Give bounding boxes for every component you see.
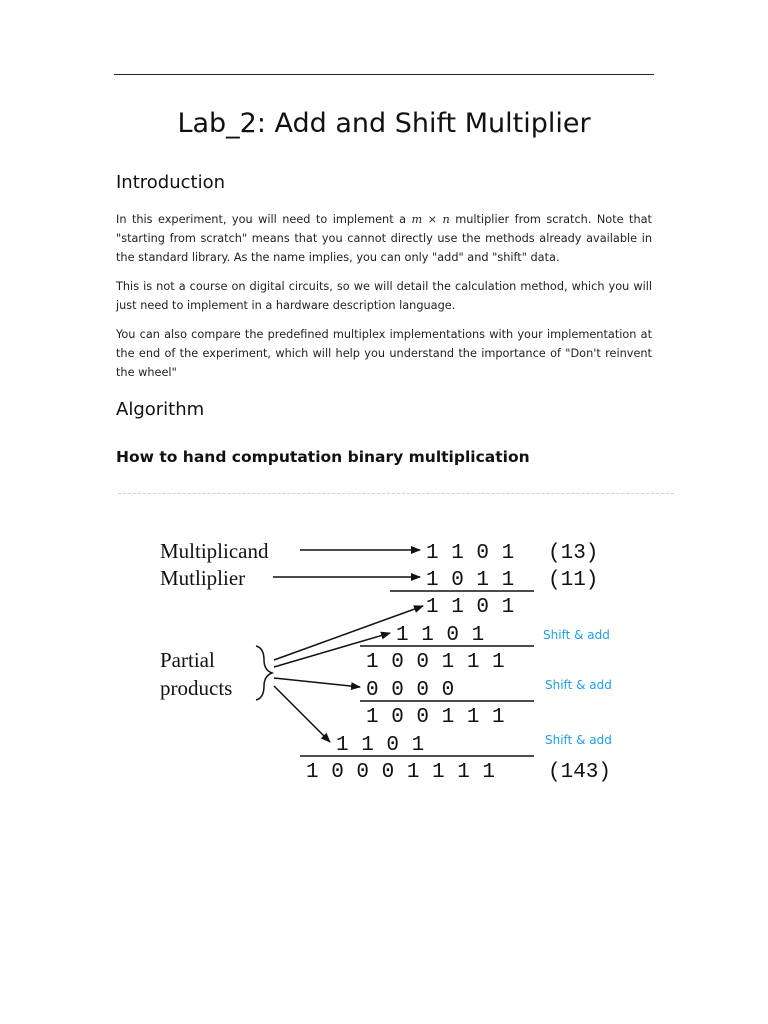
intro-p1-end: multiplier from scratch. Note that "starting from scratch" means that you cannot directly use the methods already available in the standard library. As the name implies, you can only "add" and "shift" data. xyxy=(116,213,652,264)
row-result: 1 0 0 0 1 1 1 1 xyxy=(306,761,496,784)
row-pp2: 1 1 0 1 xyxy=(396,624,485,647)
value-multiplicand: (13) xyxy=(548,542,599,565)
top-divider xyxy=(114,74,654,75)
figure-divider xyxy=(118,493,674,494)
row-multiplier: 1 0 1 1 xyxy=(426,569,515,592)
label-multiplier: Mutliplier xyxy=(160,566,246,590)
label-partial: Partial xyxy=(160,648,215,672)
value-multiplier: (11) xyxy=(548,569,599,592)
row-sum2: 1 0 0 1 1 1 xyxy=(366,706,505,729)
row-multiplicand: 1 1 0 1 xyxy=(426,542,515,565)
note-shift-add-2: Shift & add xyxy=(545,678,612,692)
algorithm-subheading: How to hand computation binary multiplication xyxy=(116,448,530,466)
label-multiplicand: Multiplicand xyxy=(160,539,269,563)
introduction-heading: Introduction xyxy=(116,172,226,193)
row-pp4: 1 1 0 1 xyxy=(336,734,425,757)
binary-multiplication-figure xyxy=(140,520,640,790)
intro-paragraph-2: This is not a course on digital circuits, so we will detail the calculation method, which you will just need to implement in a hardware description language. xyxy=(116,280,652,312)
arrow-pp3 xyxy=(274,678,360,687)
label-products: products xyxy=(160,676,233,700)
row-pp3: 0 0 0 0 xyxy=(366,679,455,702)
partial-products-brace xyxy=(256,646,272,700)
intro-paragraph-3: You can also compare the predefined multiplex implementations with your implementation at the end of the experiment, which will help you understand the importance of "Don't reinvent the wheel" xyxy=(116,328,652,379)
note-shift-add-3: Shift & add xyxy=(545,733,612,747)
math-m-times-n: m × n xyxy=(411,213,450,226)
intro-paragraph-1 xyxy=(116,210,652,267)
page-title: Lab_2: Add and Shift Multiplier xyxy=(177,108,591,139)
value-result: (143) xyxy=(548,761,612,784)
arrow-pp4 xyxy=(274,686,330,742)
row-sum1: 1 0 0 1 1 1 xyxy=(366,651,505,674)
row-pp1: 1 1 0 1 xyxy=(426,596,515,619)
intro-p1-start: In this experiment, you will need to implement a xyxy=(116,213,412,226)
algorithm-heading: Algorithm xyxy=(116,399,205,420)
note-shift-add-1: Shift & add xyxy=(543,628,610,642)
